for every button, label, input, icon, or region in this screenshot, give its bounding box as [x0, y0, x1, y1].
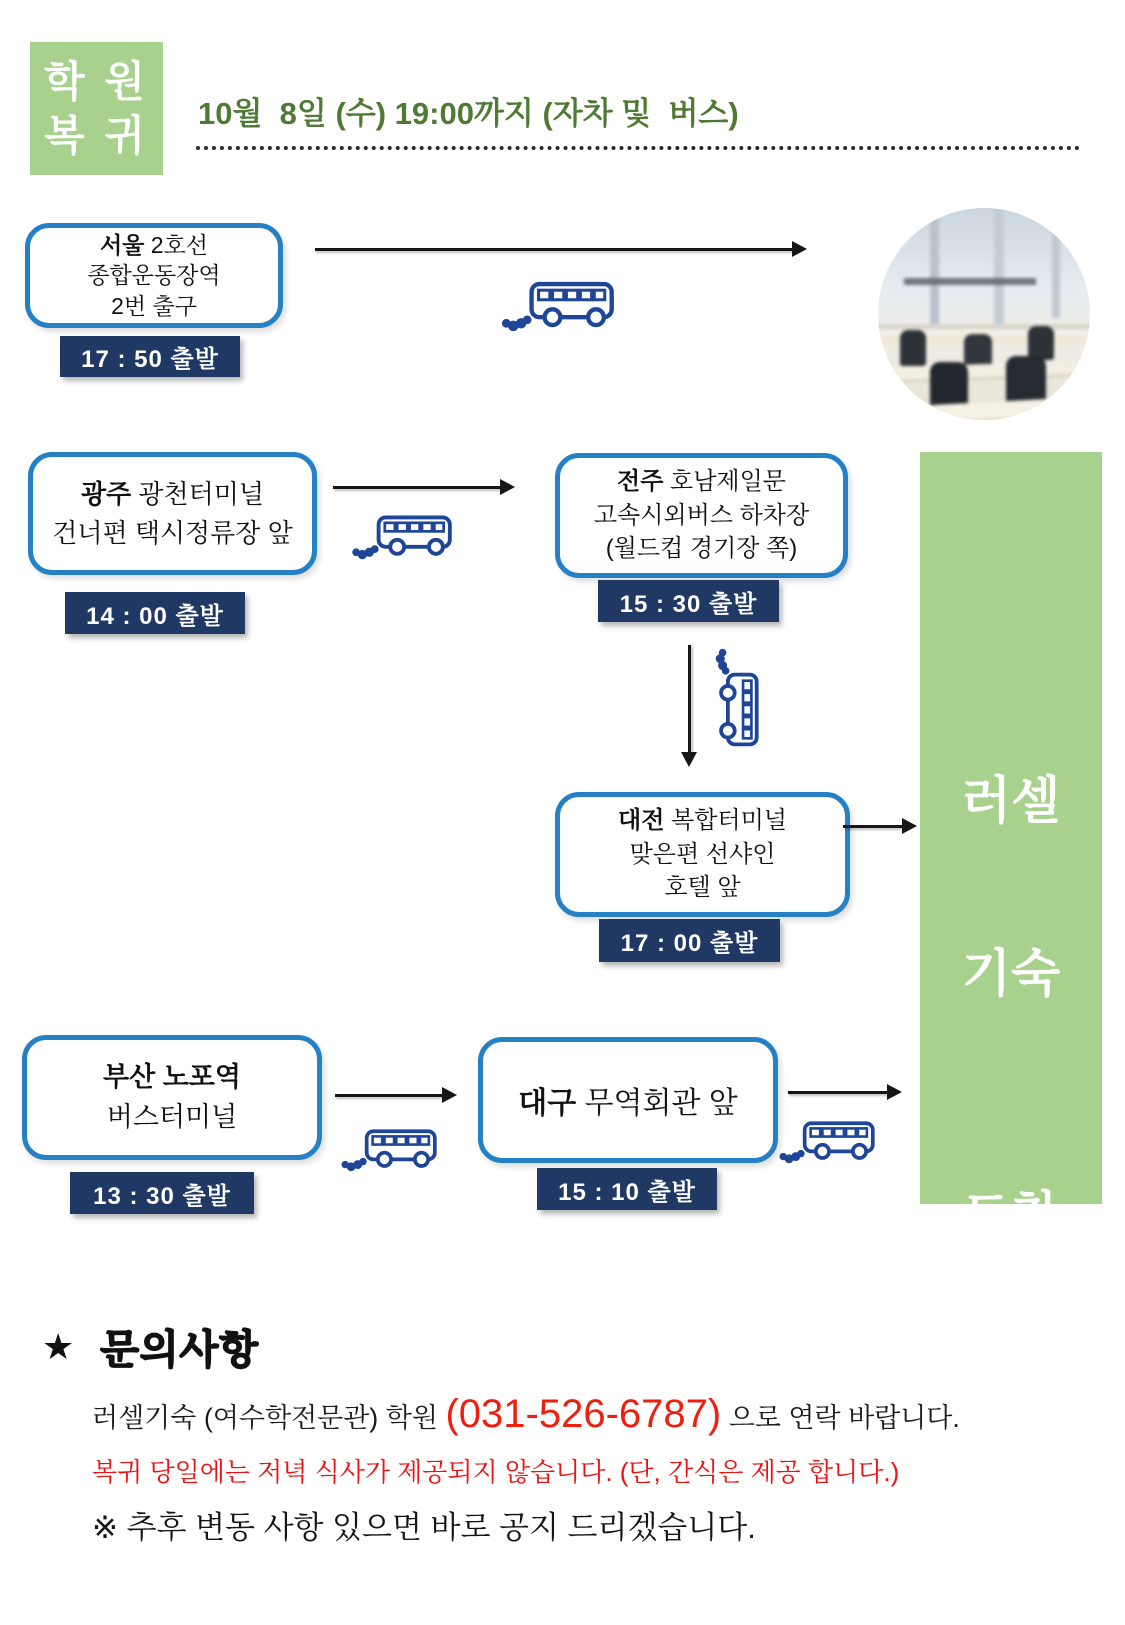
photo-window-bar — [930, 208, 939, 326]
header-badge — [30, 42, 163, 175]
stop-box-jeonju — [555, 453, 848, 578]
stop-gwangju-line1 — [81, 475, 264, 514]
stop-jeonju-line2: 고속시외버스 하차장 — [593, 501, 810, 529]
photo-chair — [1028, 326, 1054, 360]
stop-seoul-line3: 2번 출구 — [111, 292, 197, 319]
arrow-seoul-to-academy — [315, 248, 793, 251]
stop-busan-city: 부산 노포역 — [103, 1062, 241, 1093]
arrival-name-line2: 기숙 — [961, 945, 1061, 1003]
stop-seoul-line1 — [100, 230, 208, 260]
arrow-jeonju-to-daejeon — [688, 645, 691, 753]
arrow-busan-to-daegu — [335, 1094, 443, 1097]
stop-jeonju-line1 — [617, 465, 786, 499]
stop-daegu-line1 — [518, 1078, 738, 1122]
stop-jeonju-rest: 호남제일문 — [663, 468, 786, 496]
inquiry-title: 문의사항 — [100, 1328, 259, 1372]
meal-notice: 복귀 당일에는 저녁 식사가 제공되지 않습니다. (단, 간식은 제공 합니다.) — [92, 1457, 900, 1487]
stop-box-busan — [22, 1035, 322, 1160]
badge-line1: 학 원 — [44, 57, 149, 105]
photo-beam — [904, 278, 1036, 285]
contact-suffix: 으로 연락 바랍니다. — [721, 1403, 960, 1433]
stop-daegu-city: 대구 — [518, 1087, 577, 1120]
stop-daejeon-line2: 맞은편 선샤인 — [629, 840, 776, 868]
bus-icon — [778, 1118, 878, 1164]
arrow-daejeon-to-arrival — [843, 825, 903, 828]
contact-prefix: 러셀기숙 (여수학전문관) 학원 — [92, 1403, 446, 1433]
phone-number: (031-526-6787) — [445, 1392, 722, 1436]
stop-jeonju-city: 전주 — [617, 468, 664, 496]
stop-gwangju-city: 광주 — [80, 478, 132, 509]
departure-time-daejeon: 17 : 00 출발 — [599, 919, 780, 962]
departure-time-daegu: 15 : 10 출발 — [537, 1168, 717, 1210]
stop-gwangju-line2: 건너편 택시정류장 앞 — [52, 517, 293, 548]
classroom-photo-art — [878, 208, 1090, 420]
photo-chair — [900, 330, 926, 366]
star-icon: ★ — [42, 1325, 75, 1367]
stop-gwangju-rest: 광천터미널 — [131, 478, 265, 509]
stop-jeonju-line3: (월드컵 경기장 쪽) — [605, 535, 798, 563]
stop-seoul-line2: 종합운동장역 — [87, 262, 221, 289]
stop-box-daegu — [478, 1037, 778, 1163]
stop-daejeon-line3: 호텔 앞 — [664, 874, 741, 902]
arrival-time: (19:00) — [946, 1248, 1076, 1293]
stop-seoul-rest: 2호선 — [144, 231, 209, 258]
arrival-name-line1: 러셀 — [961, 772, 1061, 830]
bus-icon-vertical — [715, 646, 762, 751]
stop-box-daejeon — [555, 792, 850, 917]
bus-icon — [340, 1126, 440, 1172]
photo-window-bar — [994, 208, 1004, 324]
photo-window-bar — [1052, 208, 1060, 318]
stop-daejeon-rest: 복합터미널 — [664, 807, 787, 835]
departure-time-jeonju: 15 : 30 출발 — [598, 580, 779, 622]
bus-icon — [498, 278, 620, 332]
contact-line — [92, 1392, 960, 1437]
stop-daegu-rest: 무역회관 앞 — [576, 1087, 738, 1120]
dotted-divider — [196, 131, 1080, 150]
stop-busan-line1 — [103, 1058, 241, 1097]
page-title: 10월 8일 (수) 19:00까지 (자차 및 버스) — [198, 96, 739, 131]
departure-time-gwangju: 14 : 00 출발 — [65, 592, 245, 634]
stop-seoul-city: 서울 — [99, 231, 145, 258]
departure-time-busan: 13 : 30 출발 — [70, 1172, 254, 1214]
stop-daejeon-city: 대전 — [618, 807, 665, 835]
badge-line2: 복 귀 — [44, 111, 149, 159]
change-notice: ※ 추후 변동 사항 있으면 바로 공지 드리겠습니다. — [92, 1510, 756, 1545]
arrow-gwangju-to-jeonju — [333, 486, 501, 489]
bus-icon — [350, 512, 456, 560]
photo-sill — [878, 324, 1090, 329]
inquiry-heading — [42, 1318, 259, 1375]
classroom-photo — [878, 208, 1090, 420]
photo-desk — [882, 396, 1090, 420]
stop-busan-line2: 버스터미널 — [106, 1101, 238, 1132]
arrow-daegu-to-arrival — [788, 1091, 888, 1094]
arrival-label: 도착 — [961, 1187, 1061, 1244]
stop-daejeon-line1 — [618, 804, 787, 838]
arrival-panel — [920, 452, 1102, 1293]
departure-time-seoul: 17 : 50 출발 — [60, 336, 240, 377]
arrival-name — [962, 657, 1061, 1118]
stop-box-gwangju — [28, 452, 317, 575]
stop-box-seoul — [25, 223, 283, 328]
